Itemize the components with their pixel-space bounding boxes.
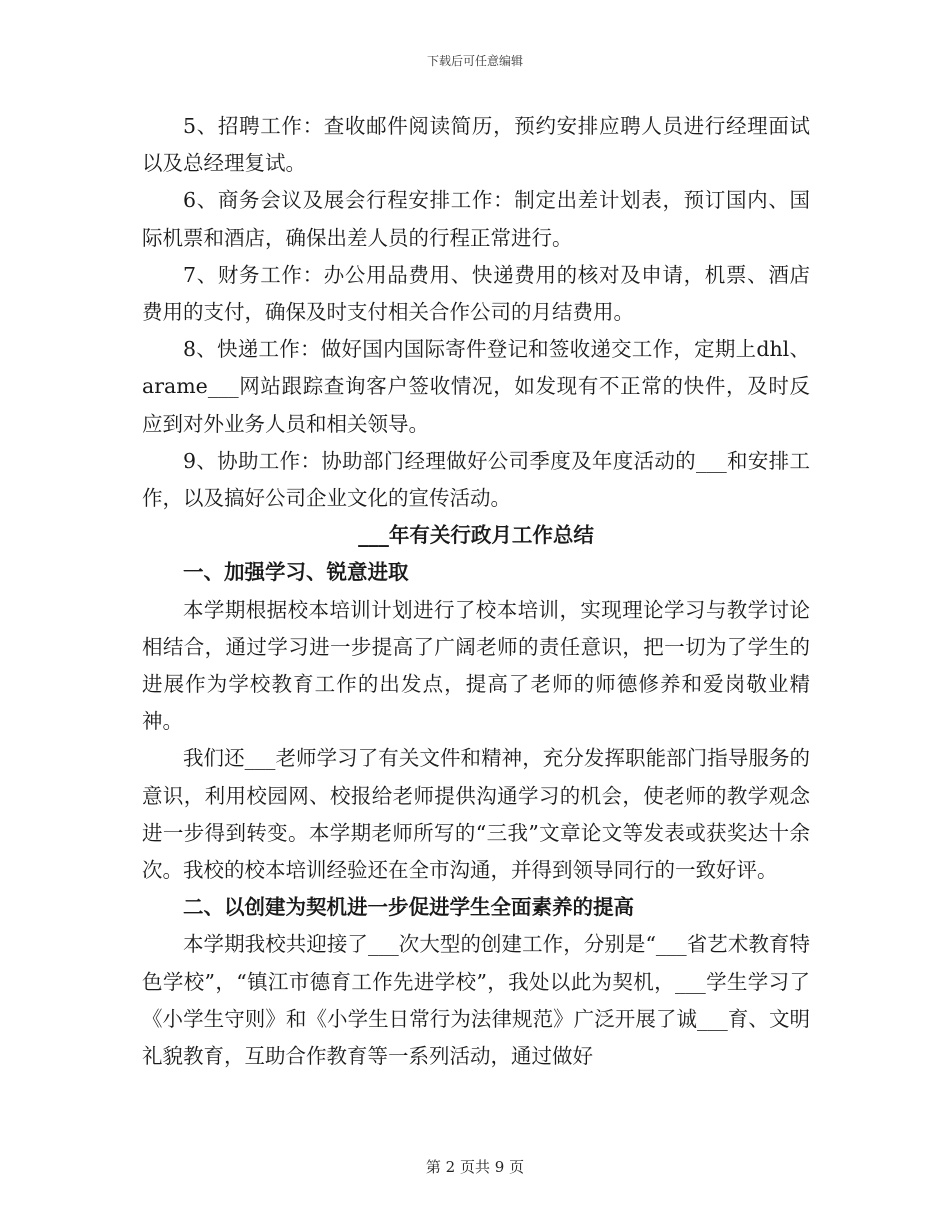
page-footer: 第 2 页共 9 页 (425, 1158, 525, 1176)
section-title: ___年有关行政月工作总结 (358, 523, 594, 548)
paragraph-recruitment: 5、招聘工作：查收邮件阅读简历，预约安排应聘人员进行经理面试以及总经理复试。 (142, 114, 810, 176)
document-body (142, 108, 810, 1075)
paragraph-assist: 9、协助工作：协助部门经理做好公司季度及年度活动的___和安排工作，以及搞好公司企业文化的宣传活动。 (142, 448, 810, 511)
paragraph-courier: 8、快递工作：做好国内国际寄件登记和签收递交工作，定期上dhl、arame___网站跟踪查询客户签收情况，如发现有不正常的快件，及时反应到对外业务人员和相关领导。 (142, 337, 810, 436)
paragraph-business-trips: 6、商务会议及展会行程安排工作：制定出差计划表，预订国内、国际机票和酒店，确保出差人员的行程正常进行。 (142, 188, 810, 250)
paragraph-creation-work: 本学期我校共迎接了___次大型的创建工作，分别是“___省艺术教育特色学校”，“镇江市德育工作先进学校”，我处以此为契机，___学生学习了《小学生守则》和《小学生日常行为法律规范》广泛开展了诚___育、文明礼貌教育，互助合作教育等一系列活动，通过做好 (142, 932, 810, 1069)
page-header: 下载后可任意编辑 (426, 54, 523, 68)
paragraph-finance: 7、财务工作：办公用品费用、快递费用的核对及申请，机票、酒店费用的支付，确保及时支付相关合作公司的月结费用。 (142, 262, 810, 325)
paragraph-training: 本学期根据校本培训计划进行了校本培训，实现理论学习与教学讨论相结合，通过学习进一步提高了广阔老师的责任意识，把一切为了学生的进展作为学校教育工作的出发点，提高了老师的师德修养和爱岗敬业精神。 (142, 597, 810, 734)
heading-study: 一、加强学习、锐意进取 (183, 560, 409, 585)
heading-creation: 二、以创建为契机进一步促进学生全面素养的提高 (183, 895, 634, 920)
paragraph-teacher-study: 我们还___老师学习了有关文件和精神，充分发挥职能部门指导服务的意识，利用校园网、校报给老师提供沟通学习的机会，使老师的教学观念进一步得到转变。本学期老师所写的“三我”文章论文等发表或获奖达十余次。我校的校本培训经验还在全市沟通，并得到领导同行的一致好评。 (142, 746, 810, 883)
